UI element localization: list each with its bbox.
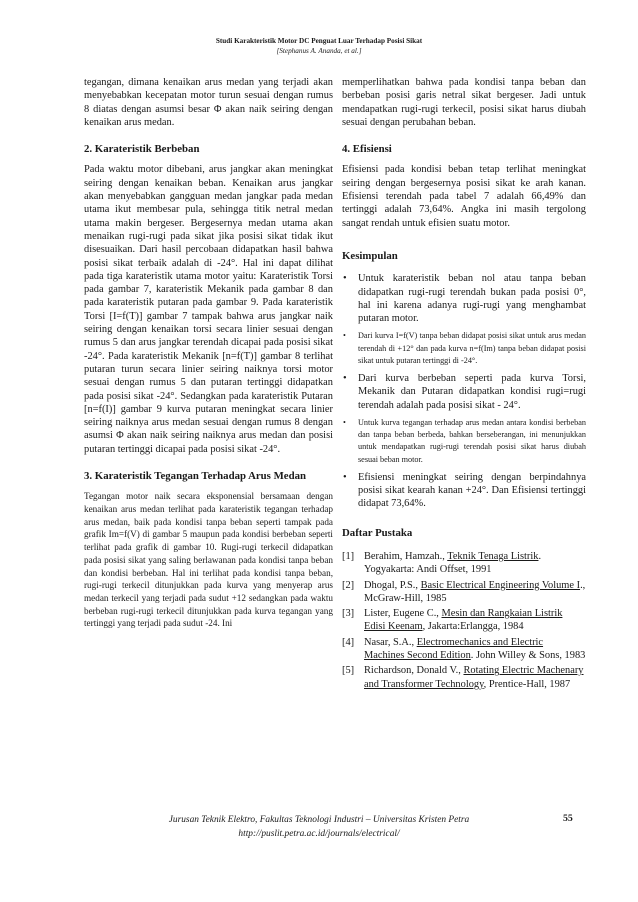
page-number: 55	[563, 813, 573, 824]
kesimpulan-heading: Kesimpulan	[342, 249, 398, 262]
reference-title: Basic Electrical Engineering Volume I	[420, 579, 581, 591]
bullet-icon: •	[343, 417, 346, 427]
reference-title: Electromechanics and Electric Machines Second Edition	[364, 636, 544, 662]
daftar-pustaka-heading: Daftar Pustaka	[342, 526, 413, 539]
running-head-title: Studi Karakteristik Motor DC Penguat Luar Terhadap Posisi Sikat	[215, 37, 423, 45]
reference-item: [1] Berahim, Hamzah., Teknik Tenaga Listrik. Yogyakarta: Andi Offset, 1991	[342, 550, 542, 576]
running-head-authors: [Stephanus A. Ananda, et al.]	[276, 47, 362, 55]
section-3-body: Tegangan motor naik secara eksponensial bersamaan dengan kenaikan arus medan terlihat pada karateristik tegangan terhadap arus medan, baik pada kondisi tanpa beban seperti tampak pada grafik Im=f(V) di gambar 5 maupun pada kondisi berbeban seperti terlihat pada grafik di gambar 10. Rugi-rugi terkecil didapatkan pada posisi sikat yang saling berlawanan pada kondisi tanpa beban dan kondisi berbeban. Hal ini terlihat pada kondisi tanpa beban, rugi-rugi terkecil ditunjukkan pada kurva yang menyerap arus medan terkecil yang terjadi pada sudut +12 sedangkan pada waktu berbeban rugi-rugi terkecil ditunjukkan pada kurva tegangan yang tertinggi yang terjadi pada sudut -24. Ini	[84, 491, 333, 629]
reference-title: Rotating Electric Machenary and Transformer Technology	[364, 665, 584, 690]
reference-title: Mesin dan Rangkaian Listrik Edisi Keenam	[364, 608, 563, 633]
bullet-icon: •	[343, 373, 347, 385]
kesimpulan-list	[342, 272, 586, 510]
section-4-body: Efisiensi pada kondisi beban tetap terlihat meningkat seiring dengan bergesernya posisi sikat ke arah kanan. Efisiensi terendah pada tabel 7 adalah 66,49% dan tertinggi adalah 73,64%. Angka ini masih tergolong sangat rendah untuk efisien suatu motor.	[342, 164, 586, 229]
reference-list	[342, 550, 586, 691]
list-item: • Untuk kurva tegangan terhadap arus medan antara kondisi berbeban dan tanpa beban berbeda, bahkan berseberangan, ini menunjukkan untuk mendapatkan rugi-rugi terendah posisi sikat harus diubah sesuai beban motor.	[343, 417, 586, 464]
bullet-icon: •	[343, 331, 346, 341]
section-3-heading: 3. Karateristik Tegangan Terhadap Arus Medan	[84, 470, 306, 483]
bullet-icon: •	[343, 273, 347, 285]
right-column	[342, 76, 586, 693]
reference-item: [3] Lister, Eugene C., Mesin dan Rangkaian Listrik Edisi Keenam, Jakarta:Erlangga, 1984	[342, 608, 563, 633]
section-4-heading: 4. Efisiensi	[342, 143, 392, 156]
page-footer	[0, 813, 638, 841]
footer-url: http://puslit.petra.ac.id/journals/electrical/	[238, 829, 400, 839]
list-item: • Dari kurva I=f(V) tanpa beban didapat posisi sikat untuk arus medan terendah di +12° dan pada kurva n=f(Im) tanpa beban didapat posisi sikat untuk putaran tertinggi di -24°.	[343, 331, 586, 365]
list-item: • Untuk karateristik beban nol atau tanpa beban didapatkan rugi-rugi terendah bukan pada posisi 0°, hal ini karena adanya rugi-rugi yang menghambat putaran motor.	[343, 273, 586, 325]
reference-title: Teknik Tenaga Listrik	[447, 550, 539, 562]
footer-affiliation: Jurusan Teknik Elektro, Fakultas Teknologi Industri – Universitas Kristen Petra	[168, 815, 470, 825]
section-2-body: Pada waktu motor dibebani, arus jangkar akan meningkat seiring dengan kenaikan beban. Kenaikan arus jangkar akan menyebabkan gangguan medan jangkar pada medan utama ikut membesar pula, sehingga titik netral medan utama makin bergeser. Bergesernya medan utama akan menaikan rugi-rugi pada sikat jika posisi sikat tidak ikut disesuaikan. Dari hasil percobaan didapatkan hasil bahwa posisi sikat terbaik adalah di -24°. Hal ini dapat dilihat pada tiga karateristik utama motor yaitu: Karateristik Torsi pada gambar 7, karateristik Mekanik pada gambar 8 dan pada karateristik putaran pada gambar 9. Pada karateristik Torsi [I=f(T)] gambar 7 tampak bahwa arus jangkar naik seiring dengan kenaikan torsi secara linier sesuai dengan rumus 5 dan arus jangkar terendah dicapai pada posisi sikat -24°. Pada karateristik Mekanik [n=f(T)] gambar 8 terlihat putaran turun secara linier seiring naiknya torsi motor sesuai dengan rumus 5 dan putaran tertinggi didapatkan pada posisi sikat -24°. Sedangkan pada karateristik Putaran [n=f(I)] gambar 9 kurva putaran meningkat secara linier seiring naiknya arus medan sesuai dengan rumus 8 dengan asumsi Φ akan naik seiring naiknya arus medan dan posisi putaran tertinggi dicapai pada posisi sikat -24°.	[84, 164, 333, 455]
running-head	[0, 36, 638, 56]
list-item: • Efisiensi meningkat seiring dengan berpindahnya posisi sikat kearah kanan +24°. Dan Efisiensi tertinggi didapat 73,64%.	[343, 471, 586, 510]
list-item: • Dari kurva berbeban seperti pada kurva Torsi, Mekanik dan Putaran didapatkan kondisi rugi=rugi terendah adalah pada posisi sikat - 24°.	[343, 373, 586, 411]
section-2-heading: 2. Karateristik Berbeban	[84, 143, 200, 156]
reference-item: [2] Dhogal, P.S., Basic Electrical Engineering Volume I., McGraw-Hill, 1985	[342, 579, 586, 604]
left-intro-paragraph: tegangan, dimana kenaikan arus medan yang terjadi akan menyebabkan kecepatan motor turun sesuai dengan rumus 8 diatas dengan asumsi besar Φ akan naik seiring dengan kenaikan arus medan.	[84, 77, 333, 128]
reference-item: [5] Richardson, Donald V., Rotating Electric Machenary and Transformer Technology, Prentice-Hall, 1987	[342, 665, 584, 690]
left-column	[84, 76, 333, 630]
right-intro-paragraph: memperlihatkan bahwa pada kondisi tanpa beban dan berbeban posisi garis netral sikat bergeser. Jadi untuk mendapatkan rugi-rugi terkecil, posisi sikat harus diubah sesuai dengan perubahan beban.	[342, 77, 586, 128]
bullet-icon: •	[343, 471, 347, 483]
reference-item: [4] Nasar, S.A., Electromechanics and Electric Machines Second Edition. John Willey & Sons, 1983	[342, 636, 586, 662]
